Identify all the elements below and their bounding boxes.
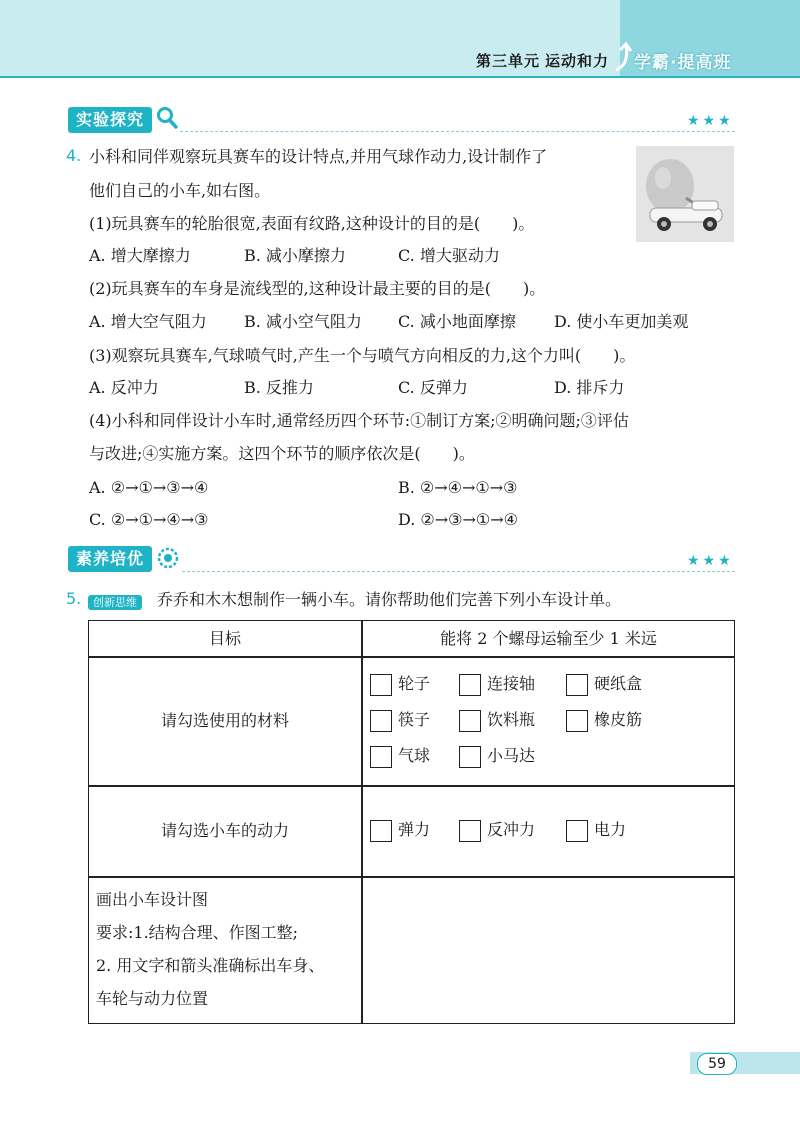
table-cell-value: 能将 2 个螺母运输至少 1 米远 <box>440 629 657 648</box>
sub-question: (2)玩具赛车的车身是流线型的,这种设计最主要的目的是( )。 <box>89 279 546 298</box>
table-divider <box>88 785 735 787</box>
header-brand: 学霸·提高班 <box>634 53 732 73</box>
option: C. 减小地面摩擦 <box>398 312 516 331</box>
checkbox-motor[interactable] <box>459 746 481 768</box>
table-divider <box>88 876 735 878</box>
option: C. ②→①→④→③ <box>89 510 209 529</box>
difficulty-stars: ★★★ <box>687 113 734 129</box>
option: C. 增大驱动力 <box>398 246 500 265</box>
option: D. 排斥力 <box>554 378 625 397</box>
section-title-experiment: 实验探究 <box>68 107 152 133</box>
option: B. ②→④→①→③ <box>398 478 518 497</box>
question-stem: 他们自己的小车,如右图。 <box>89 181 271 200</box>
checkbox-elastic-force[interactable] <box>370 820 392 842</box>
checkbox-wheel[interactable] <box>370 674 392 696</box>
option: B. 反推力 <box>244 378 314 397</box>
option: C. 反弹力 <box>398 378 468 397</box>
checkbox-label: 饮料瓶 <box>487 710 536 729</box>
difficulty-stars: ★★★ <box>687 553 734 569</box>
question-stem: 乔乔和木木想制作一辆小车。请你帮助他们完善下列小车设计单。 <box>157 590 622 609</box>
checkbox-label: 橡皮筋 <box>594 710 643 729</box>
flower-icon <box>156 546 180 570</box>
header-underline <box>0 76 800 78</box>
option: A. ②→①→③→④ <box>89 478 209 497</box>
section-title-literacy: 素养培优 <box>68 546 152 572</box>
checkbox-label: 电力 <box>594 820 627 839</box>
checkbox-rubber-band[interactable] <box>566 710 588 732</box>
checkbox-electric-power[interactable] <box>566 820 588 842</box>
checkbox-label: 气球 <box>398 746 431 765</box>
section-divider <box>180 131 735 132</box>
question-number: 5. <box>66 589 82 608</box>
magnifier-icon <box>156 106 178 130</box>
sub-question: 与改进;④实施方案。这四个环节的顺序依次是( )。 <box>89 444 475 463</box>
table-divider <box>88 656 735 658</box>
checkbox-label: 硬纸盒 <box>594 674 643 693</box>
checkbox-axle[interactable] <box>459 674 481 696</box>
question-stem: 小科和同伴观察玩具赛车的设计特点,并用气球作动力,设计制作了 <box>89 147 548 166</box>
sub-question: (4)小科和同伴设计小车时,通常经历四个环节:①制订方案;②明确问题;③评估 <box>89 411 629 430</box>
sub-question: (3)观察玩具赛车,气球喷气时,产生一个与喷气方向相反的力,这个力叫( )。 <box>89 346 636 365</box>
checkbox-label: 弹力 <box>398 820 431 839</box>
header-topic: 运动和力 <box>545 52 610 70</box>
table-cell-label: 请勾选小车的动力 <box>160 821 289 840</box>
question-number: 4. <box>66 146 82 165</box>
table-cell-label: 车轮与动力位置 <box>96 989 209 1008</box>
table-cell-label: 画出小车设计图 <box>96 890 209 909</box>
innovation-tag: 创新思维 <box>88 591 142 610</box>
table-cell-label: 要求:1.结构合理、作图工整; <box>96 923 299 942</box>
option: A. 反冲力 <box>89 378 159 397</box>
page-number: 59 <box>697 1053 737 1075</box>
checkbox-chopsticks[interactable] <box>370 710 392 732</box>
table-cell-label: 请勾选使用的材料 <box>160 711 289 730</box>
option: B. 减小摩擦力 <box>244 246 346 265</box>
checkbox-cardboard-box[interactable] <box>566 674 588 696</box>
checkbox-label: 小马达 <box>487 746 536 765</box>
checkbox-label: 筷子 <box>398 710 431 729</box>
checkbox-recoil-force[interactable] <box>459 820 481 842</box>
table-cell-label: 目标 <box>208 629 241 648</box>
option: D. 使小车更加美观 <box>554 312 689 331</box>
section-divider <box>182 571 735 572</box>
option: B. 减小空气阻力 <box>244 312 362 331</box>
option: D. ②→③→①→④ <box>398 510 519 529</box>
header-unit: 第三单元 <box>476 52 541 70</box>
checkbox-label: 连接轴 <box>487 674 536 693</box>
option: A. 增大摩擦力 <box>89 246 191 265</box>
option: A. 增大空气阻力 <box>89 312 207 331</box>
checkbox-balloon[interactable] <box>370 746 392 768</box>
checkbox-bottle[interactable] <box>459 710 481 732</box>
checkbox-label: 轮子 <box>398 674 431 693</box>
balloon-car-photo <box>636 146 734 242</box>
drawing-area[interactable] <box>364 879 732 1021</box>
checkbox-label: 反冲力 <box>487 820 536 839</box>
table-cell-label: 2. 用文字和箭头准确标出车身、 <box>96 956 325 975</box>
sub-question: (1)玩具赛车的轮胎很宽,表面有纹路,这种设计的目的是( )。 <box>89 214 535 233</box>
